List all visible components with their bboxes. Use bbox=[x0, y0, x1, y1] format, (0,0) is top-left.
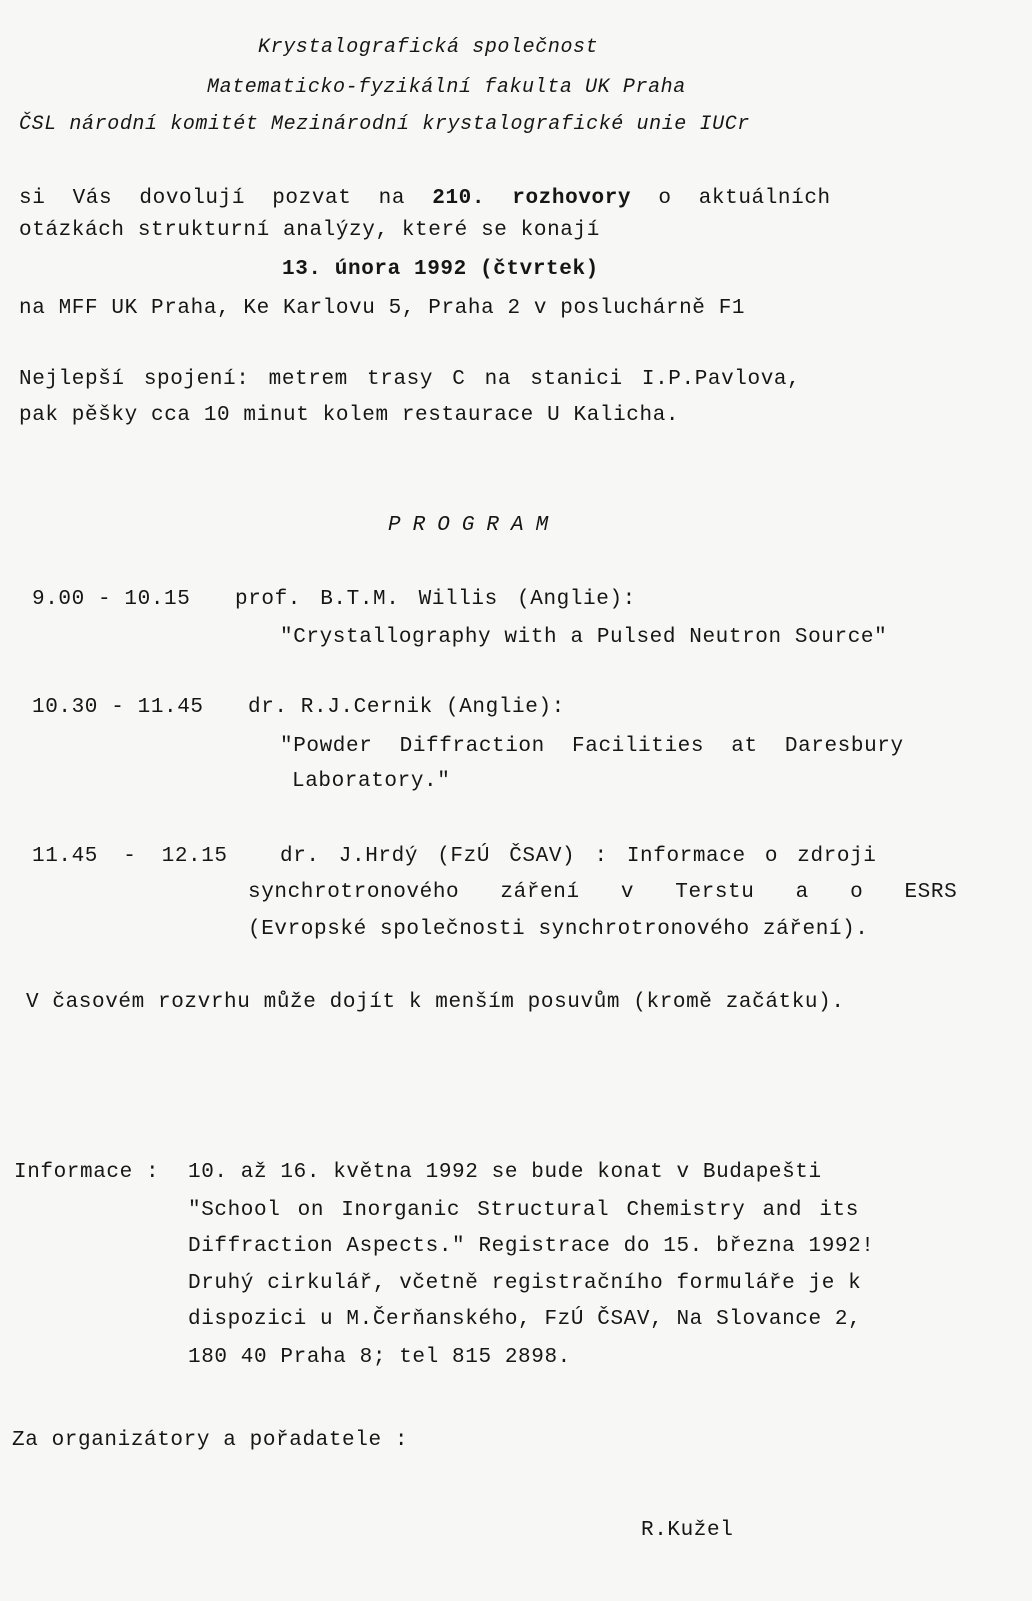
talk-3-time: 11.45 - 12.15 bbox=[32, 845, 228, 868]
info-line-6: 180 40 Praha 8; tel 815 2898. bbox=[188, 1346, 571, 1369]
talk-3-desc-line-1: synchrotronového záření v Terstu a o ESRS bbox=[248, 881, 958, 904]
invitation-line-1 bbox=[19, 186, 831, 212]
info-label: Informace : bbox=[14, 1161, 160, 1184]
info-line-4: Druhý cirkulář, včetně registračního formuláře je k bbox=[188, 1272, 862, 1295]
talk-2-speaker: dr. R.J.Cernik (Anglie): bbox=[248, 696, 565, 719]
transport-line-2: pak pěšky cca 10 minut kolem restaurace U Kalicha. bbox=[19, 404, 680, 427]
talk-2-time: 10.30 - 11.45 bbox=[32, 696, 204, 719]
invitation-line-2: otázkách strukturní analýzy, které se konají bbox=[19, 219, 600, 242]
invitation-text-start: si Vás dovolují pozvat na bbox=[19, 187, 406, 210]
meeting-date: 13. února 1992 (čtvrtek) bbox=[282, 258, 599, 281]
closing-line: Za organizátory a pořadatele : bbox=[12, 1429, 409, 1452]
info-line-5: dispozici u M.Čerňanského, FzÚ ČSAV, Na Slovance 2, bbox=[188, 1308, 862, 1331]
schedule-note: V časovém rozvrhu může dojít k menším posuvům (kromě začátku). bbox=[26, 991, 845, 1014]
talk-3-desc-line-2: (Evropské společnosti synchrotronového záření). bbox=[248, 918, 869, 941]
info-line-2: "School on Inorganic Structural Chemistry and its bbox=[188, 1199, 859, 1222]
talk-1-time: 9.00 - 10.15 bbox=[32, 588, 191, 611]
talk-2-title-line-1: "Powder Diffraction Facilities at Daresbury bbox=[280, 735, 904, 758]
meeting-number: 210. bbox=[432, 187, 486, 210]
talk-2-title-line-2: Laboratory." bbox=[292, 770, 451, 793]
talk-3-speaker: dr. J.Hrdý (FzÚ ČSAV) : Informace o zdroji bbox=[280, 845, 877, 868]
header-line-2: Matematicko-fyzikální fakulta UK Praha bbox=[207, 76, 686, 99]
transport-line-1: Nejlepší spojení: metrem trasy C na stanici I.P.Pavlova, bbox=[19, 368, 801, 391]
header-line-1: Krystalografická společnost bbox=[258, 36, 599, 59]
header-line-3: ČSL národní komitét Mezinárodní krystalografické unie IUCr bbox=[19, 113, 750, 136]
meeting-place: na MFF UK Praha, Ke Karlovu 5, Praha 2 v posluchárně F1 bbox=[19, 297, 746, 320]
talk-1-speaker: prof. B.T.M. Willis (Anglie): bbox=[235, 588, 636, 611]
info-line-3: Diffraction Aspects." Registrace do 15. března 1992! bbox=[188, 1235, 875, 1258]
info-line-1: 10. až 16. května 1992 se bude konat v Budapešti bbox=[188, 1161, 822, 1184]
talk-1-title: "Crystallography with a Pulsed Neutron Source" bbox=[280, 626, 888, 649]
meeting-name: rozhovory bbox=[512, 187, 632, 210]
signature-name: R.Kužel bbox=[641, 1519, 734, 1542]
invitation-text-end: o aktuálních bbox=[658, 187, 831, 210]
program-title: PROGRAM bbox=[388, 514, 561, 537]
